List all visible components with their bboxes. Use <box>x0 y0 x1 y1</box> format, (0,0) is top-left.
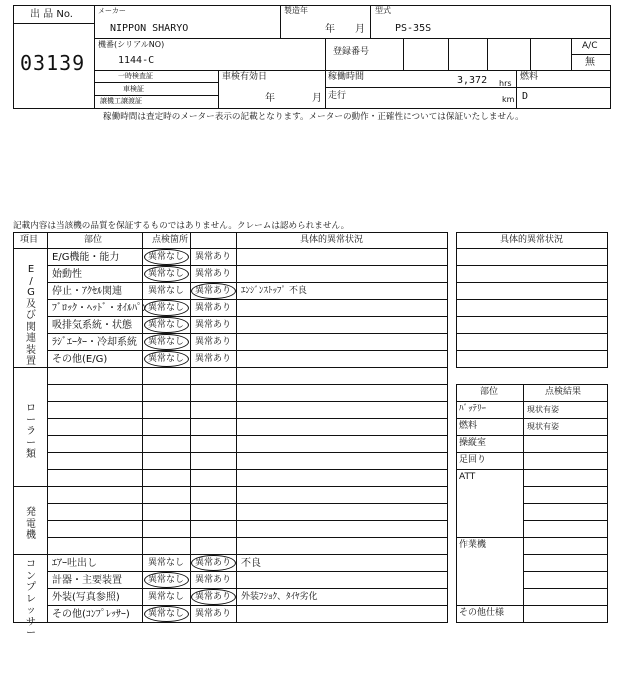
right-detail-header: 具体的異常状況 <box>500 235 564 245</box>
ac-label: A/C <box>582 41 598 51</box>
hours-unit: hrs <box>499 79 512 88</box>
engine-row-part: その他(E/G) <box>52 354 108 365</box>
selected-mark <box>144 351 189 367</box>
check-ok: 異常なし <box>148 286 185 296</box>
group-label-generator: 発 電 機 <box>26 507 36 541</box>
right-row-part: ﾊﾞｯﾃﾘｰ <box>459 404 487 414</box>
month-unit: 月 <box>355 24 365 35</box>
hours-disclaimer: 稼働時間は査定時のメーター表示の記載となります。メーターの動作・正確性については保証いたしません。 <box>103 112 524 122</box>
inspection-year-unit: 年 <box>265 93 275 104</box>
right-row-part: ATT <box>459 472 476 482</box>
transfer-cert-label: 譲機工譲渡証 <box>100 97 142 105</box>
group-label-compressor: コ ン プ レ ッ サ ー <box>26 559 36 639</box>
engine-row-part: ﾗｼﾞｴｰﾀｰ・冷却系統 <box>52 337 137 348</box>
selected-mark <box>144 300 189 316</box>
col-detail-header: 具体的異常状況 <box>300 235 364 245</box>
maker-value: NIPPON SHARYO <box>110 23 189 34</box>
year-unit: 年 <box>325 24 335 35</box>
col-part-header: 部位 <box>84 235 103 245</box>
engine-row-part: 停止・ｱｸｾﾙ関連 <box>52 286 122 297</box>
check-ng: 異常あり <box>195 592 232 602</box>
selected-mark <box>144 249 189 265</box>
vehicle-cert-label: 車検証 <box>123 85 144 93</box>
compressor-row-detail: 不良 <box>241 558 261 569</box>
engine-row-part: E/G機能・能力 <box>52 252 120 263</box>
check-ok: 異常なし <box>148 269 185 279</box>
check-ok: 異常なし <box>148 337 185 347</box>
travel-label: 走行 <box>328 91 347 101</box>
lot-number-label: 出 品 No. <box>30 9 73 20</box>
hours-value: 3,372 <box>457 75 488 86</box>
check-ok: 異常なし <box>148 320 185 330</box>
serial-value: 1144-C <box>118 55 155 66</box>
check-ng: 異常あり <box>195 558 232 568</box>
group-label-roller: ロ ー ラ ー 類 <box>26 403 36 460</box>
selected-mark <box>191 555 236 571</box>
km-unit: km <box>502 95 515 104</box>
right-row-result: 現状有姿 <box>527 422 559 431</box>
right-row-part: その他仕様 <box>459 608 505 618</box>
selected-mark <box>191 283 236 299</box>
model-value: PS-35S <box>395 23 432 34</box>
right-row-part: 燃料 <box>459 421 478 431</box>
check-ng: 異常あり <box>195 252 232 262</box>
col-item-header: 項目 <box>20 235 39 245</box>
col-check-header: 点検箇所 <box>152 235 189 245</box>
engine-row-part: 吸排気系統・状態 <box>52 320 132 331</box>
right-row-part: 作業機 <box>459 540 487 550</box>
serial-label: 機番(シリアルNO) <box>98 40 165 49</box>
selected-mark <box>144 334 189 350</box>
temp-cert-label: 一時検査証 <box>118 72 153 80</box>
right-row-result: 現状有姿 <box>527 405 559 414</box>
fuel-label: 燃料 <box>520 72 539 82</box>
lot-number: 03139 <box>20 51 86 75</box>
selected-mark <box>144 317 189 333</box>
ac-value: 無 <box>585 57 595 68</box>
model-label: 型式 <box>375 6 391 15</box>
check-ng: 異常あり <box>195 320 232 330</box>
right-row-part: 操縦室 <box>459 438 487 448</box>
inspection-date-label: 車検有効日 <box>222 72 268 82</box>
registration-label: 登録番号 <box>333 47 370 57</box>
selected-mark <box>191 589 236 605</box>
inspection-month-unit: 月 <box>312 93 322 104</box>
check-ok: 異常なし <box>148 252 185 262</box>
check-ok: 異常なし <box>148 609 185 619</box>
right-row-part: 足回り <box>459 455 487 465</box>
maker-label: メーカー <box>98 7 126 15</box>
year-label: 製造年 <box>284 6 308 15</box>
check-ok: 異常なし <box>148 354 185 364</box>
check-ng: 異常あり <box>195 354 232 364</box>
right-part-header: 部位 <box>480 387 499 397</box>
engine-row-part: ﾌﾞﾛｯｸ・ﾍｯﾄﾞ・ｵｲﾙﾊﾟﾝ <box>52 303 147 314</box>
check-ok: 異常なし <box>148 575 185 585</box>
selected-mark <box>144 606 189 622</box>
check-ng: 異常あり <box>195 609 232 619</box>
check-ng: 異常あり <box>195 575 232 585</box>
quality-disclaimer: 記載内容は当該機の品質を保証するものではありません。クレームは認められません。 <box>13 221 350 231</box>
compressor-row-part: 外装(写真参照) <box>52 592 120 603</box>
compressor-row-part: ｴｱｰ吐出し <box>52 558 97 569</box>
check-ok: 異常なし <box>148 558 185 568</box>
check-ng: 異常あり <box>195 269 232 279</box>
check-ng: 異常あり <box>195 337 232 347</box>
selected-mark <box>144 572 189 588</box>
right-result-header: 点検結果 <box>545 387 582 397</box>
engine-row-detail: ｴﾝｼﾞﾝｽﾄｯﾌﾟ 不良 <box>241 286 307 296</box>
fuel-value: D <box>522 91 529 102</box>
engine-row-part: 始動性 <box>52 269 82 280</box>
check-ok: 異常なし <box>148 303 185 313</box>
compressor-row-detail: 外装ﾌｼｮｸ、ﾀｲﾔ劣化 <box>241 592 318 602</box>
selected-mark <box>144 266 189 282</box>
compressor-row-part: 計器・主要装置 <box>52 575 122 586</box>
group-label-engine: E / G 及 び 関 連 装 置 <box>26 264 36 367</box>
check-ng: 異常あり <box>195 286 232 296</box>
hours-label: 稼働時間 <box>328 72 365 82</box>
check-ng: 異常あり <box>195 303 232 313</box>
compressor-row-part: その他(ｺﾝﾌﾟﾚｯｻｰ) <box>52 609 130 620</box>
check-ok: 異常なし <box>148 592 185 602</box>
